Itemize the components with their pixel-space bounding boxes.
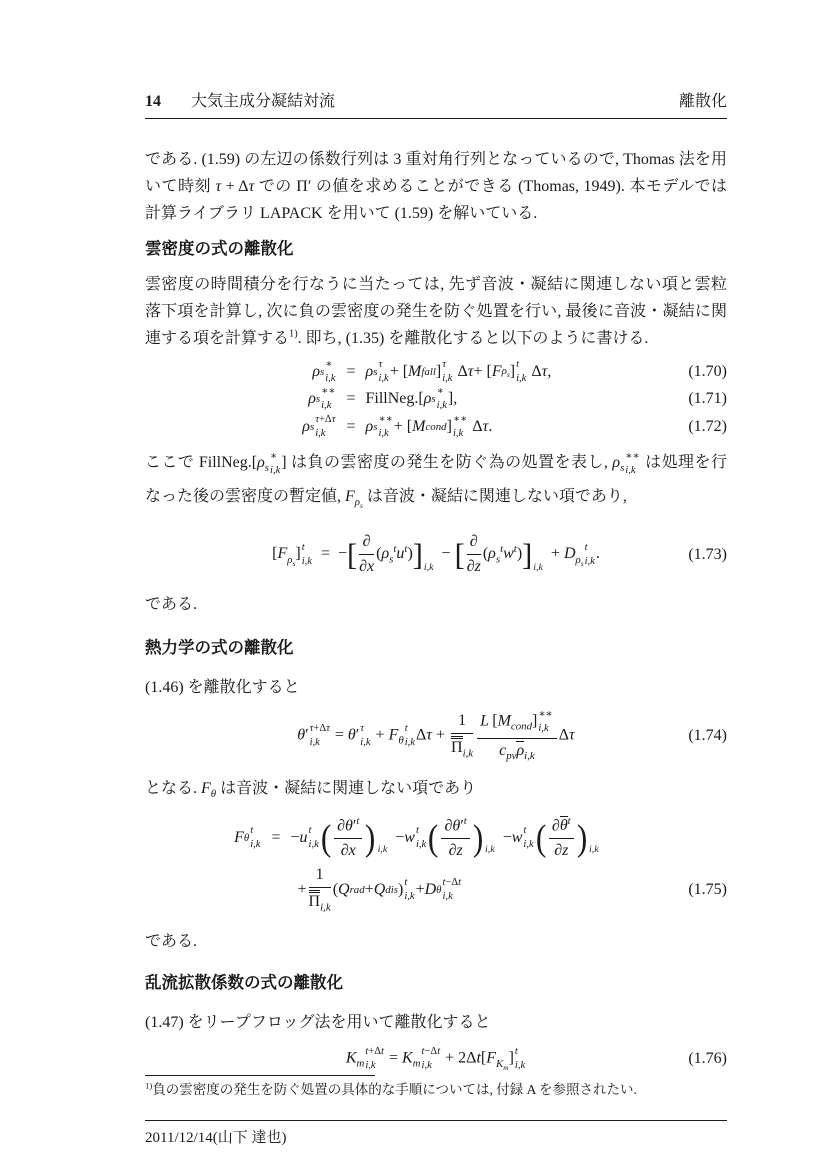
equation-number-1-72: (1.72) (688, 417, 727, 435)
header-chapter-title: 離散化 (678, 93, 727, 110)
section-heading-cloud-density: 雲密度の式の離散化 (145, 240, 294, 258)
equation-1-75-lhs: F θ t i,k (234, 825, 261, 851)
section-heading-turbulence: 乱流拡散係数の式の離散化 (145, 974, 343, 993)
equation-1-73-body: $[F_{\rho_s}]$ t i,k = −[ ∂ ∂x $(\rho_s^tu^t)]_{i,k}$ − [ ∂ ∂z $(\rho_s^tw^t)]_{i,k} + D_{\rho_s}$ t i,k . (272, 533, 600, 576)
equation-1-74 (145, 705, 727, 767)
paragraph-after-1-74: となる. $F_\theta$ は音波・凝結に関連しない項であり (145, 779, 477, 801)
header-section-title: 大気主成分凝結対流 (191, 93, 336, 110)
footer-date: 2011/12/14(山下 達也) (145, 1130, 287, 1147)
footnote-rule (145, 1075, 375, 1076)
equation-1-71-rhs: FillNeg.[ ρ s ∗ i,k ], (365, 386, 458, 412)
equals-sign: = (346, 362, 356, 380)
equation-1-70-rhs: ρ s τ i,k + [ M fall ] τ i,k Δ τ + [ F $\rho_s$ ] t i,k Δ τ , (365, 359, 552, 384)
equals-sign: = (271, 829, 281, 847)
equation-number-1-74: (1.74) (688, 726, 727, 744)
text-dearu-2: である. (145, 933, 198, 951)
footer-rule (145, 1120, 727, 1121)
equals-sign: = (346, 417, 356, 435)
equation-1-72-lhs: ρ s τ+Δτ i,k (302, 413, 336, 439)
equals-sign: = (346, 390, 356, 408)
equation-1-72 (145, 413, 727, 440)
equation-number-1-75: (1.75) (688, 881, 727, 899)
text-dearu-1: である. (145, 595, 198, 613)
equation-1-75-rhs-line-1: − u t i,k ( $\partial\theta'^t$ ∂x ) i,k − w t i,k ( $\partial\theta'^t$ ∂z ) i,k − w t i,k ( $\partial\theta^t$ ∂z ) i,k (290, 814, 599, 860)
page-header (145, 88, 727, 119)
equation-1-75-line-1 (145, 812, 727, 864)
equation-1-75-rhs-line-2: + 1 $\Pi_{i,k}$ ( Q rad + Q dis ) t i,k + D θ t−Δt i,k (297, 865, 462, 914)
equation-1-74-body: θ′ τ+Δτ i,k = θ′ τ i,k + $F_\theta$ t i,k Δτ + $\frac{1}{\Pi_{i,k}}$ L $[M_{cond}]$ ∗∗ i,k $c_{pv}\rho_{i,k}$ Δτ (297, 709, 575, 762)
equation-1-71-lhs: ρ s ∗∗ i,k (308, 386, 336, 412)
equation-1-72-rhs: ρ s ∗∗ i,k + [ M cond ] ∗∗ i,k Δ τ . (365, 413, 493, 439)
equation-group-cloud-density (145, 358, 727, 440)
equation-number-1-73: (1.73) (688, 545, 727, 563)
equation-number-1-70: (1.70) (688, 362, 727, 380)
equation-1-70 (145, 358, 727, 385)
equation-1-71 (145, 385, 727, 412)
equation-1-76 (145, 1044, 727, 1074)
paragraph-cloud-density: 雲密度の時間積分を行なうに当たっては, 先ず音波・凝結に関連しない項と雲粒落下項を計算し, 次に負の雲密度の発生を防ぐ処置を行い, 最後に音波・凝結に関連する項を計算する$^{1)}$. 即ち, (1.35) を離散化すると以下のように書ける. (145, 276, 727, 347)
equation-1-75-line-2 (145, 864, 727, 916)
page-number: 14 (145, 93, 161, 110)
section-heading-thermodynamics: 熱力学の式の離散化 (145, 638, 294, 657)
footnote-text: $^{1)}$負の雲密度の発生を防ぐ処置の具体的な手順については, 付録 A を参照されたい. (145, 1080, 637, 1098)
paragraph-turbulence-intro: (1.47) をリープフロッグ法を用いて離散化すると (145, 1014, 491, 1032)
equation-1-73 (145, 527, 727, 583)
paragraph-fillneg: ここで $FillNeg.[\rho_s$ ∗ i,k ] は負の雲密度の発生を防ぐ為の処置を表し, $\rho_s$ ∗∗ i,k は処理を行なった後の雲密度の暫定値, $F_{\rho_s}$ は音波・凝結に関連しない項であり, (145, 450, 727, 510)
equation-1-70-lhs: ρ s ∗ i,k (312, 359, 336, 384)
equation-1-76-body: $K_m$ t+Δt i,k = $K_m$ t−Δt i,k + $2\Delta t[F_{K_m}]$ t i,k (345, 1046, 526, 1073)
paragraph-intro: である. (1.59) の左辺の係数行列は 3 重対角行列となっているので, Thomas 法を用いて時刻 τ + Δτ での Π′ の値を求めることができる (Thomas, 1949). 本モデルでは計算ライブラリ LAPACK を用いて (1.59) を解いている. (145, 151, 727, 222)
equation-number-1-76: (1.76) (688, 1050, 727, 1068)
equation-1-75 (145, 812, 727, 916)
equation-number-1-71: (1.71) (688, 390, 727, 408)
paragraph-thermo-intro: (1.46) を離散化すると (145, 678, 300, 696)
